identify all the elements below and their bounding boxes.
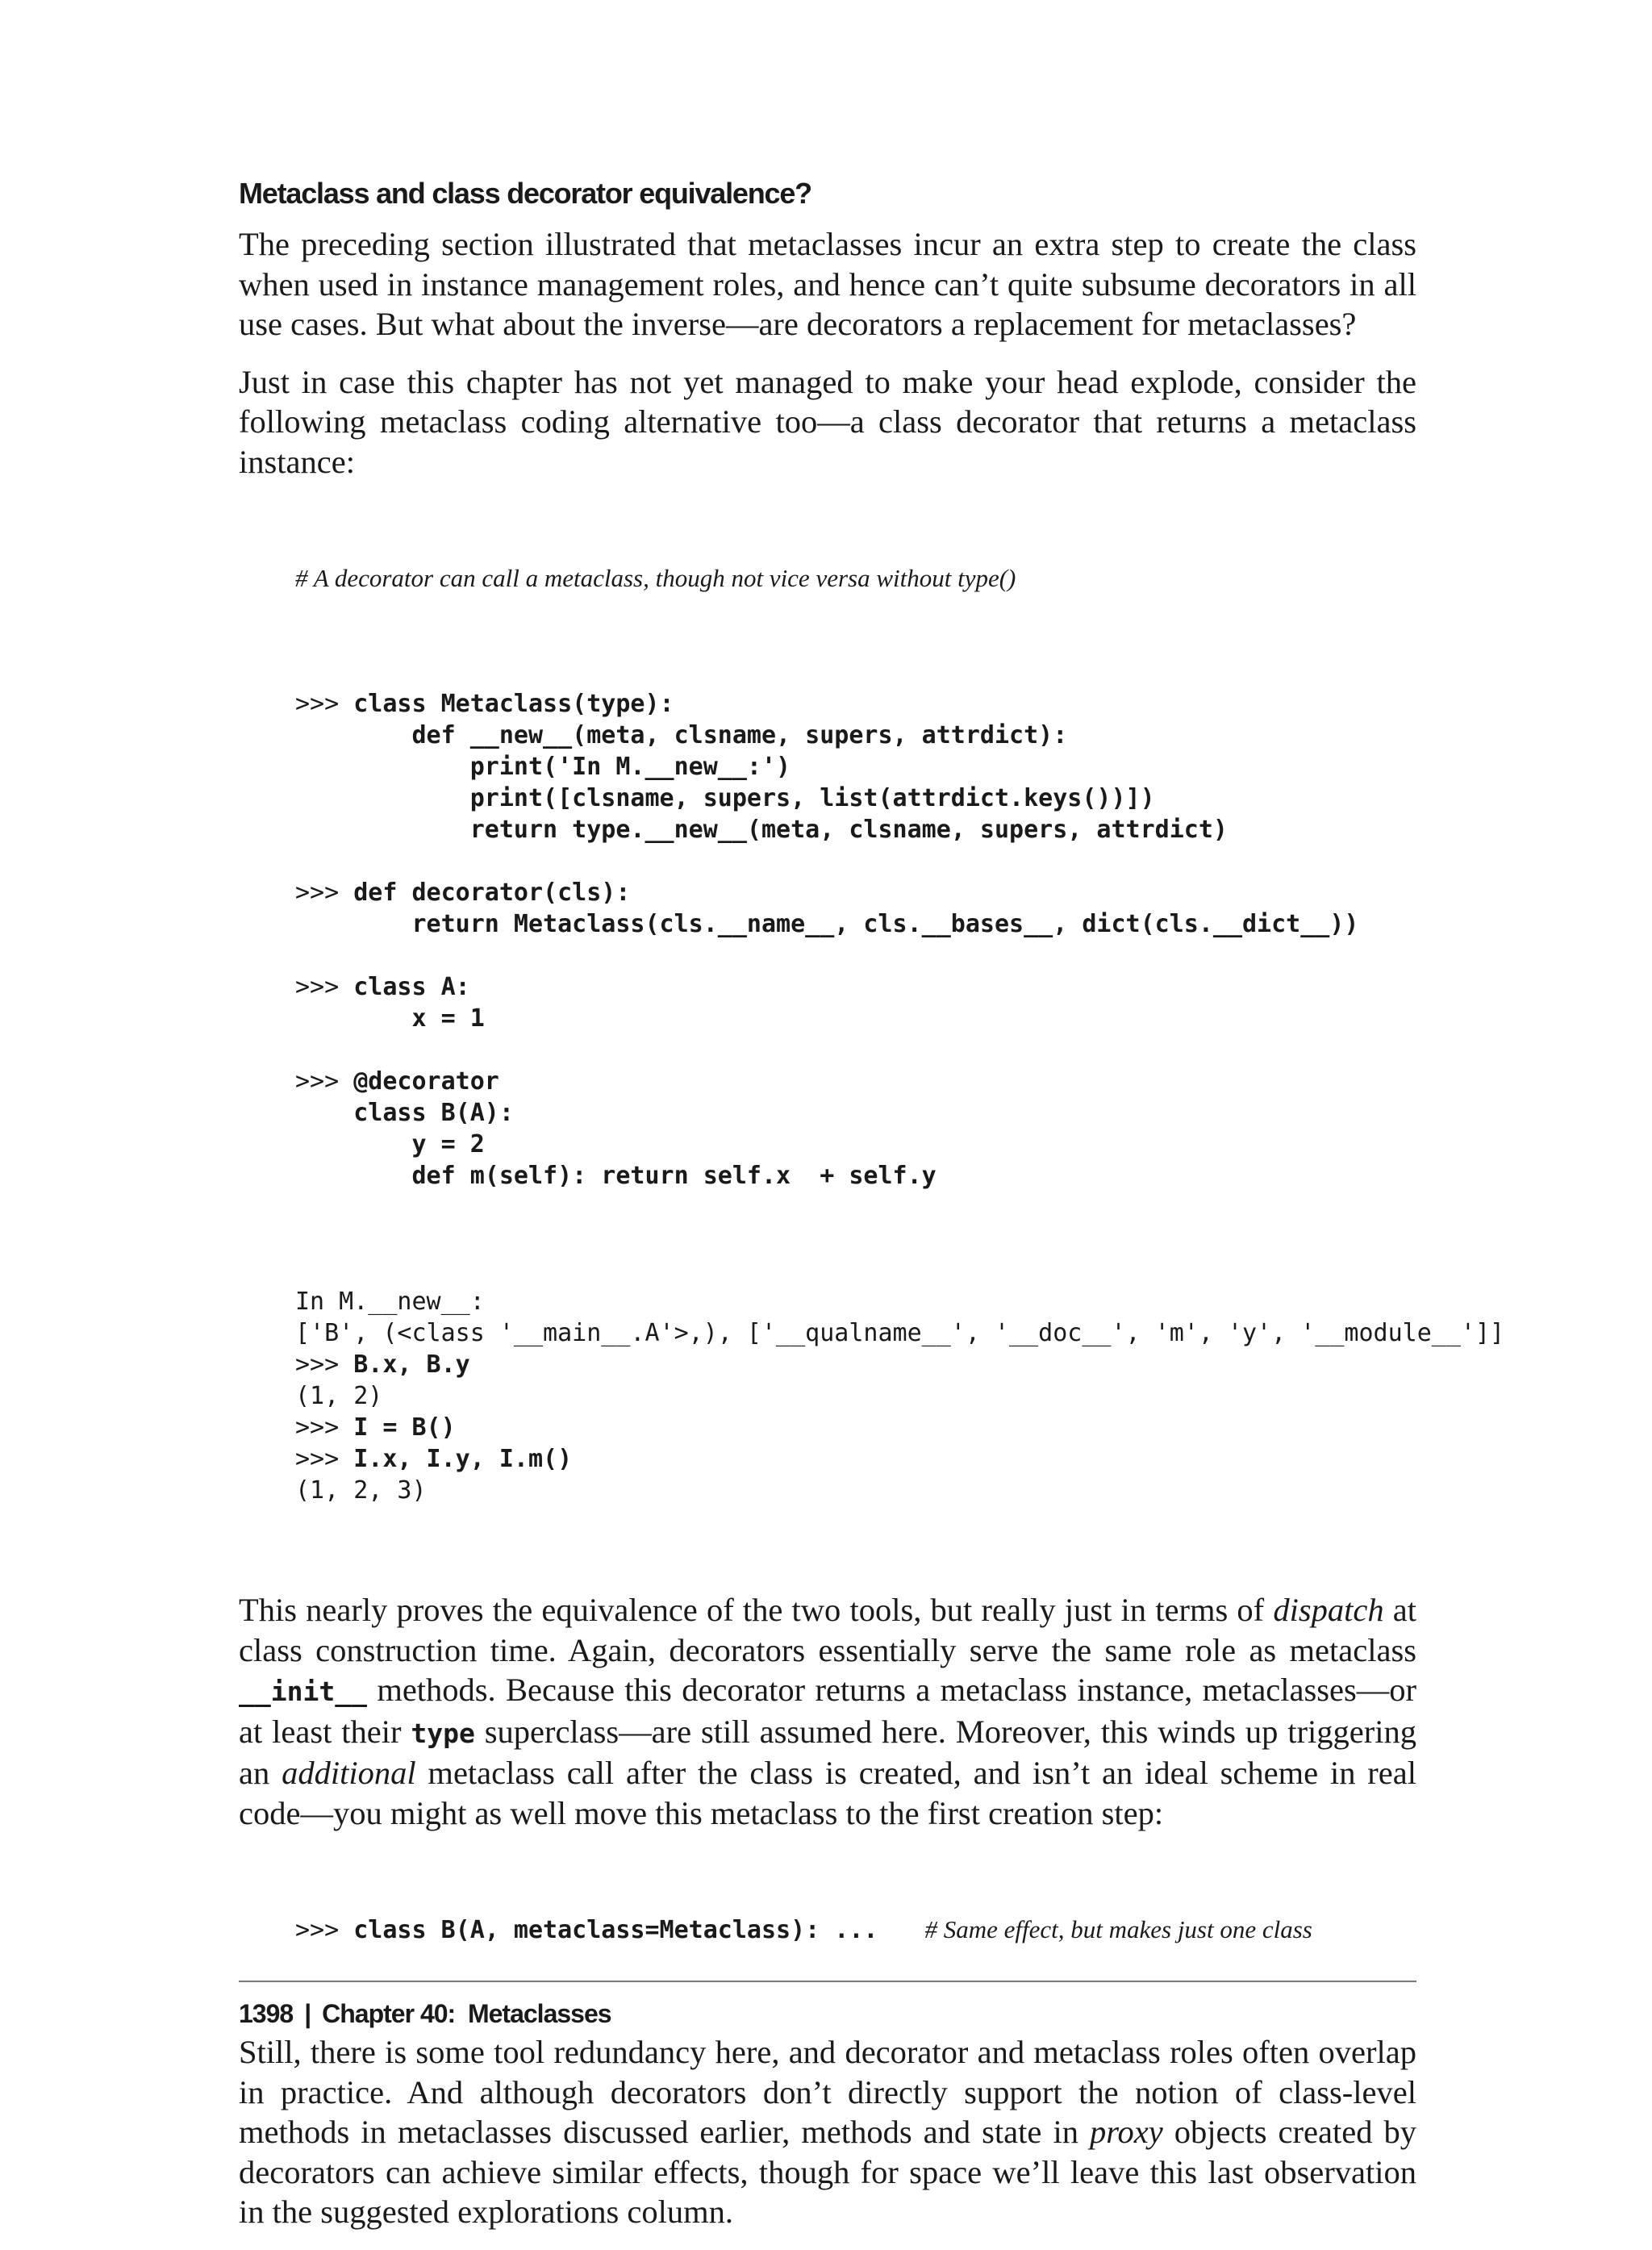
code-prompt: >>> [295,879,354,907]
para4-text-a: Still, there is some tool redundancy here, and decorator and metaclass roles often overlap in practice. And although decorators don’t directly support the notion of class-level methods in metaclasses discussed earlier, methods and state in [239,2034,1416,2150]
para4-em-proxy: proxy [1090,2114,1163,2150]
code-line [295,1097,1416,1129]
para3-text-g: superclass—are still assumed here. Moreover, this winds up triggering an [239,1713,1416,1791]
code-line [295,814,1416,845]
code-line [295,877,1416,908]
section-heading: Metaclass and class decorator equivalence? [239,177,811,210]
para3-code-type: type [411,1717,475,1749]
para3-text-c: at class construction time. Again, decorators essentially serve the same role as metaclass [239,1592,1417,1668]
code-block-1 [295,499,1505,1569]
code-input: def __new__(meta, clsname, supers, attrdict): [295,721,1068,749]
code-line [295,1286,1416,1317]
code-line [295,1412,1416,1443]
code-block-2 [295,1851,1416,2008]
code-input: class A: [353,973,470,1001]
code-lines [295,657,1416,1223]
code-line [295,720,1416,751]
code-line [295,1443,1416,1475]
code-input: class Metaclass(type): [353,690,674,718]
code-line [295,971,1416,1003]
code-blank-line [295,845,1416,877]
page-body [239,174,1505,2250]
code-blank-line [295,1192,1416,1223]
code-input: print('In M.__new__:') [295,753,791,781]
paragraph-4 [239,2032,1416,2232]
para4-text-c: objects created by decorators can achieve similar effects, though for space we’ll leave this last observation in the suggested explorations column. [239,2114,1416,2230]
code-prompt: >>> [295,1350,354,1379]
para3-text-i: metaclass call after the class is created, and isn’t an ideal scheme in real code—you might as well move this metaclass to the first creation step: [239,1755,1416,1831]
paragraph-3 [239,1590,1416,1833]
code-input: y = 2 [295,1130,485,1158]
code-line [295,783,1416,814]
code-output: In M.__new__: [295,1288,485,1316]
code-prompt: >>> [295,690,354,718]
code-input: return type.__new__(meta, clsname, supers, attrdict) [295,816,1228,844]
code-prompt: >>> [295,1916,354,1944]
code-line [295,908,1416,940]
footer-rule [239,1981,1416,1982]
code-input: I = B() [353,1413,456,1442]
code-input: class B(A): [295,1099,514,1127]
para3-em-additional: additional [282,1755,416,1791]
code-input: I.x, I.y, I.m() [353,1445,573,1473]
code-output: (1, 2, 3) [295,1476,427,1505]
paragraph-2: Just in case this chapter has not yet managed to make your head explode, consider the following metaclass coding alternative too—a class decorator that returns a metaclass instance: [239,363,1416,480]
code-output: (1, 2) [295,1382,383,1410]
code-line [295,751,1416,783]
paragraph-1: The preceding section illustrated that metaclasses incur an extra step to create the class when used in instance management roles, and hence can’t quite subsume decorators in all use cases. But what about the inverse—are decorators a replacement for metaclasses? [239,226,1416,342]
code-line [295,1475,1416,1506]
code-line [295,1160,1416,1192]
code-input: print([clsname, supers, list(attrdict.keys())]) [295,784,1155,812]
code-blank-line [295,1034,1416,1066]
code-input: def m(self): return self.x + self.y [295,1162,937,1190]
code-line [295,1317,1505,1349]
code-output: ['B', (<class '__main__.A'>,), ['__qualname__', '__doc__', 'm', 'y', '__module__']] [295,1319,1505,1347]
code-input: class B(A, metaclass=Metaclass): ... [353,1916,878,1944]
code-line [295,688,1416,720]
code-line [295,1003,1416,1034]
code-input: x = 1 [295,1004,485,1033]
code-input: @decorator [353,1067,499,1096]
page-number: 1398 [239,1999,294,2028]
para3-em-dispatch: dispatch [1273,1592,1384,1628]
code-line [295,1129,1416,1160]
code-prompt: >>> [295,1067,354,1096]
code-blank-line [295,940,1416,971]
code-prompt: >>> [295,1445,354,1473]
code-prompt: >>> [295,973,354,1001]
code-session-output [295,1286,1505,1506]
code-prompt: >>> [295,1413,354,1442]
para3-text-e: methods. Because this decorator returns a metaclass instance, metaclasses—or at least their [239,1672,1416,1750]
code-inline-comment: # Same effect, but makes just one class [924,1915,1312,1943]
code-input: return Metaclass(cls.__name__, cls.__bases__, dict(cls.__dict__)) [295,910,1359,938]
page-footer [239,1999,611,2029]
code-input: B.x, B.y [353,1350,470,1379]
code-input: def decorator(cls): [353,879,631,907]
para3-text-a: This nearly proves the equivalence of the two tools, but really just in terms of [239,1592,1274,1628]
code-line [295,1380,1416,1412]
footer-separator: | [304,1999,311,2028]
code-blank-line [295,657,1416,688]
code-line [295,1066,1416,1097]
chapter-title: Chapter 40: Metaclasses [322,1999,611,2028]
code-comment: # A decorator can call a metaclass, though not vice versa without type() [295,564,1016,592]
code-line [295,1914,1416,1945]
para3-code-init: __init__ [239,1676,367,1707]
code-line [295,1349,1416,1380]
